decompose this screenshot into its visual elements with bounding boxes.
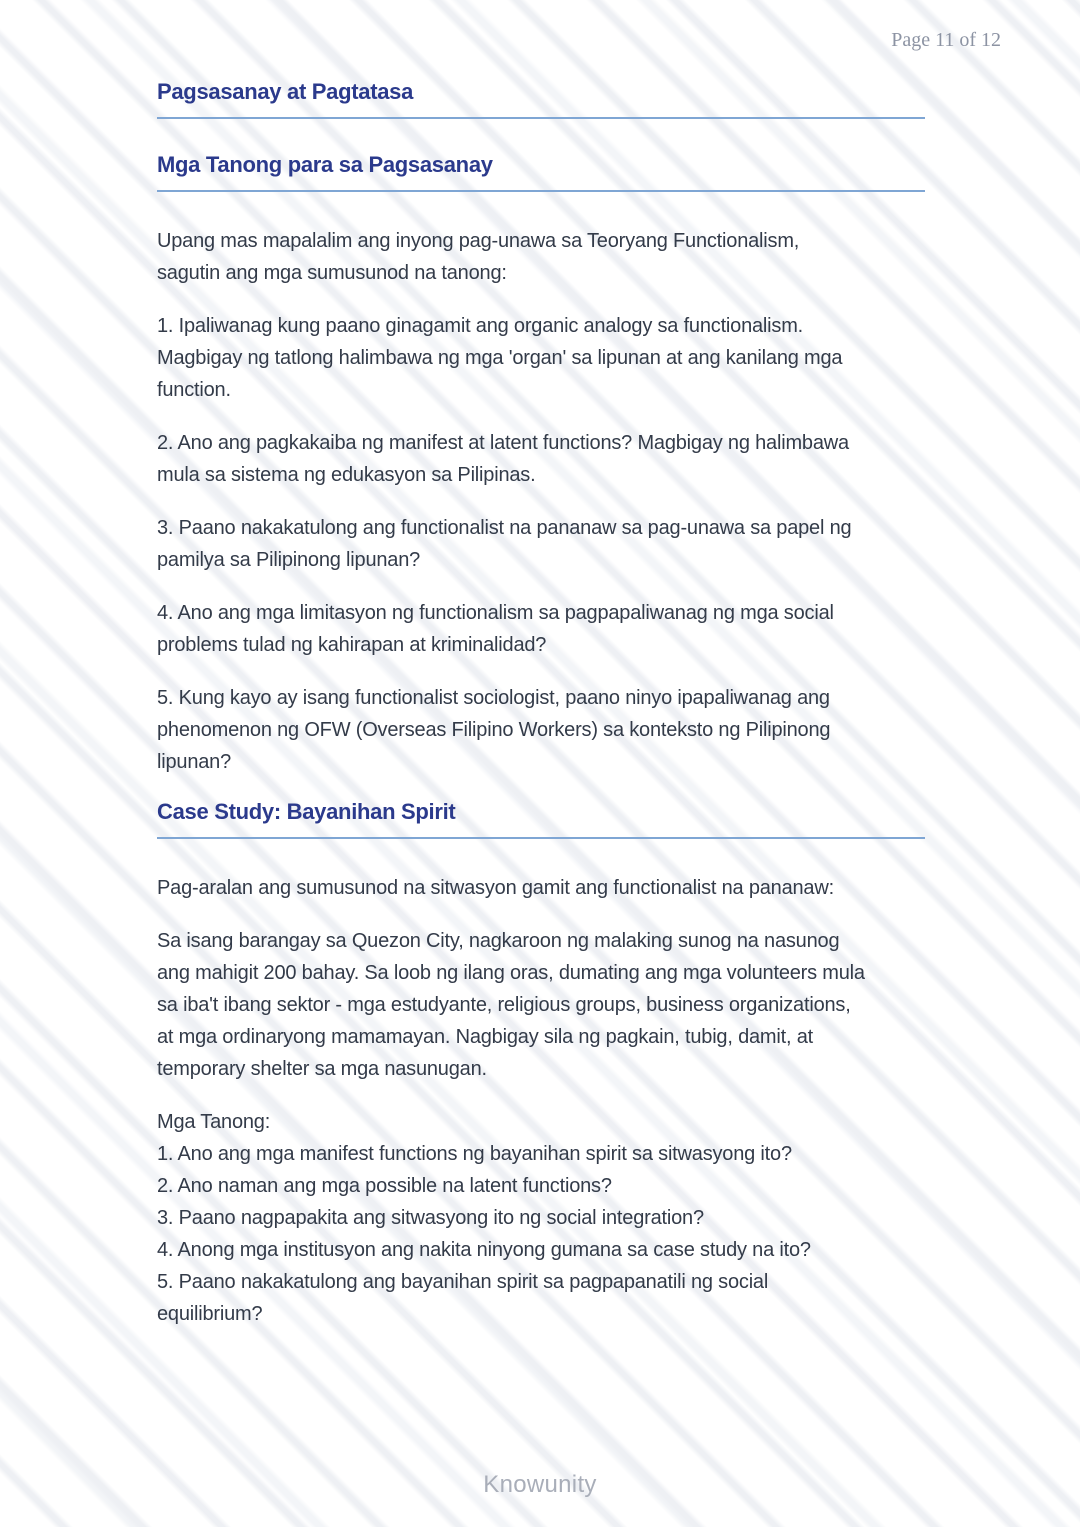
text-line: 5. Kung kayo ay isang functionalist sociologist, paano ninyo ipapaliwanag ang — [157, 687, 830, 709]
text-line: 1. Ipaliwanag kung paano ginagamit ang organic analogy sa functionalism. — [157, 315, 804, 337]
text-line: lipunan? — [157, 751, 232, 773]
text-line: phenomenon ng OFW (Overseas Filipino Workers) sa konteksto ng Pilipinong — [157, 719, 831, 741]
page-number: Page 11 of 12 — [891, 29, 1001, 51]
footer-brand: Knowunity — [483, 1471, 597, 1498]
practice-intro-paragraph — [157, 225, 925, 289]
text-line: 2. Ano ang pagkakaiba ng manifest at latent functions? Magbigay ng halimbawa — [157, 432, 849, 454]
case-study-questions-block — [157, 1106, 925, 1330]
text-line: 5. Paano nakakatulong ang bayanihan spirit sa pagpapanatili ng social — [157, 1271, 769, 1293]
text-line: 1. Ano ang mga manifest functions ng bayanihan spirit sa sitwasyong ito? — [157, 1143, 792, 1165]
section-title-practice: Pagsasanay at Pagtatasa — [157, 79, 925, 119]
case-questions-label: Mga Tanong: — [157, 1111, 271, 1133]
text-line: Magbigay ng tatlong halimbawa ng mga 'organ' sa lipunan at ang kanilang mga — [157, 347, 843, 369]
section-title-case-study: Case Study: Bayanihan Spirit — [157, 799, 925, 839]
text-line: 4. Anong mga institusyon ang nakita ninyong gumana sa case study na ito? — [157, 1239, 811, 1261]
case-study-body-paragraph — [157, 925, 925, 1085]
case-study-intro-paragraph — [157, 872, 925, 904]
practice-question-5 — [157, 682, 925, 778]
practice-question-4 — [157, 597, 925, 661]
text-line: Sa isang barangay sa Quezon City, nagkaroon ng malaking sunog na nasunog — [157, 930, 840, 952]
text-line: ang mahigit 200 bahay. Sa loob ng ilang oras, dumating ang mga volunteers mula — [157, 962, 865, 984]
text-line: Pag-aralan ang sumusunod na sitwasyon gamit ang functionalist na pananaw: — [157, 877, 834, 899]
text-line: Upang mas mapalalim ang inyong pag-unawa sa Teoryang Functionalism, — [157, 230, 800, 252]
text-line: 3. Paano nagpapakita ang sitwasyong ito ng social integration? — [157, 1207, 704, 1229]
text-line: temporary shelter sa mga nasunugan. — [157, 1058, 487, 1080]
text-line: equilibrium? — [157, 1303, 263, 1325]
section-subtitle-practice-questions: Mga Tanong para sa Pagsasanay — [157, 152, 925, 192]
practice-question-2 — [157, 427, 925, 491]
text-line: function. — [157, 379, 231, 401]
text-line: sa iba't ibang sektor - mga estudyante, religious groups, business organizations, — [157, 994, 851, 1016]
practice-question-1 — [157, 310, 925, 406]
text-line: pamilya sa Pilipinong lipunan? — [157, 549, 421, 571]
text-line: 4. Ano ang mga limitasyon ng functionalism sa pagpapaliwanag ng mga social — [157, 602, 834, 624]
practice-question-3 — [157, 512, 925, 576]
text-line: 3. Paano nakakatulong ang functionalist na pananaw sa pag-unawa sa papel ng — [157, 517, 852, 539]
text-line: sagutin ang mga sumusunod na tanong: — [157, 262, 507, 284]
content-area — [157, 79, 925, 1351]
text-line: mula sa sistema ng edukasyon sa Pilipinas. — [157, 464, 536, 486]
text-line: 2. Ano naman ang mga possible na latent functions? — [157, 1175, 612, 1197]
text-line: problems tulad ng kahirapan at kriminalidad? — [157, 634, 547, 656]
text-line: at mga ordinaryong mamamayan. Nagbigay sila ng pagkain, tubig, damit, at — [157, 1026, 813, 1048]
